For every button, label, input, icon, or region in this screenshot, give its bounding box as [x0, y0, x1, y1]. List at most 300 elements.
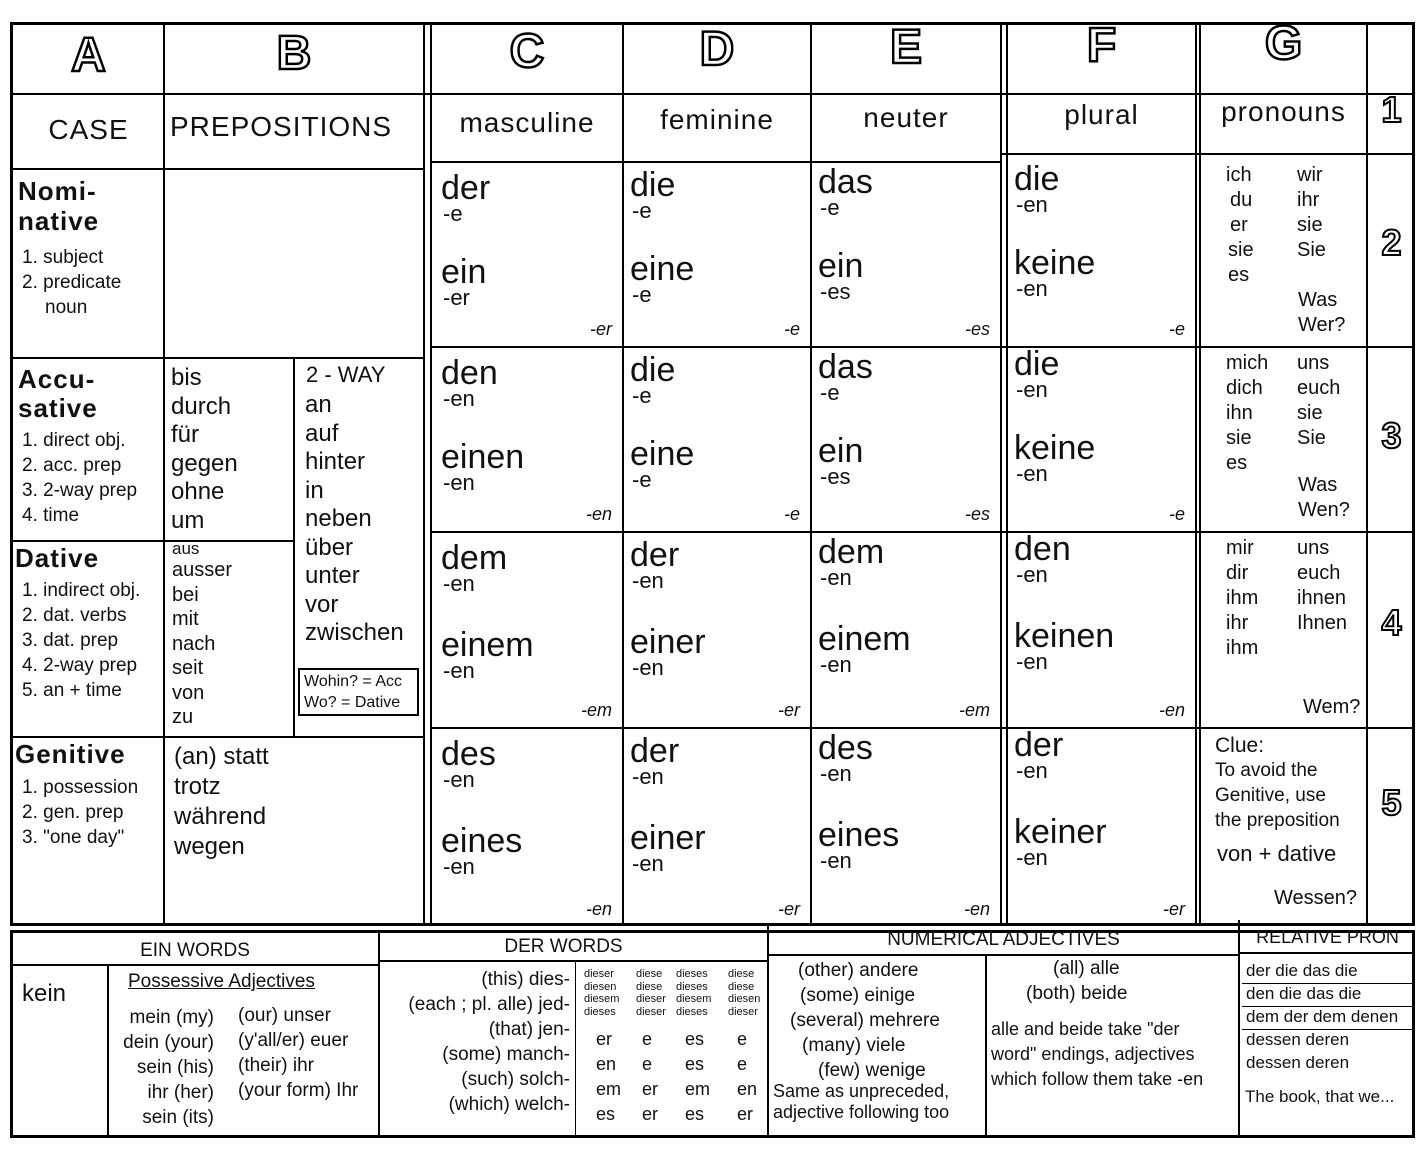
- definite-ending: -en: [1016, 758, 1048, 783]
- definite-article: den: [1014, 530, 1071, 568]
- dat-prep: ausser: [172, 559, 233, 581]
- gen-prep: trotz: [174, 773, 221, 800]
- definite-article: der: [630, 536, 680, 574]
- case-accusative-l2: sative: [18, 393, 98, 423]
- col-line: [1195, 22, 1197, 926]
- indefinite-article: ein: [441, 253, 487, 291]
- numerical-title: NUMERICAL ADJECTIVES: [887, 929, 1120, 950]
- definite-ending: -e: [820, 195, 840, 220]
- feminine-header: feminine: [660, 104, 774, 135]
- der-word-form: dieser: [728, 1005, 758, 1018]
- two-way-prep-list: [305, 391, 404, 648]
- possessive-title: Possessive Adjectives: [128, 971, 315, 992]
- nom-question: Was: [1298, 289, 1338, 311]
- pronoun: sie: [1226, 427, 1252, 449]
- definite-ending: -en: [443, 386, 475, 411]
- der-word: (each ; pl. alle) jed-: [408, 994, 570, 1015]
- definite-ending: -en: [443, 571, 475, 596]
- der-ending: er: [642, 1104, 659, 1124]
- relative-title: RELATIVE PRON: [1256, 927, 1399, 947]
- row-line: [432, 531, 1415, 533]
- acc-question: Was: [1298, 474, 1338, 496]
- col-line: [622, 22, 624, 926]
- pronoun: sie: [1297, 214, 1323, 236]
- col-line: [1006, 22, 1008, 926]
- dat-prep: mit: [172, 608, 199, 630]
- wohin-wo-note: [298, 668, 419, 716]
- indefinite-ending: -en: [1016, 845, 1048, 870]
- possessive: (y'all/er) euer: [238, 1030, 349, 1051]
- two-way-prep: hinter: [305, 448, 366, 475]
- acc-prep: gegen: [171, 449, 238, 477]
- row-line: [432, 727, 1415, 729]
- definite-article: des: [441, 735, 496, 773]
- numerical-note: alle and beide take "der: [991, 1019, 1180, 1039]
- adjective-ending: -en: [1158, 700, 1185, 720]
- definite-article: den: [441, 354, 498, 392]
- pronoun: ihn: [1226, 402, 1253, 424]
- definite-article: die: [1014, 160, 1060, 198]
- definite-article: die: [630, 166, 676, 204]
- pronoun: Sie: [1297, 239, 1326, 261]
- adjective-ending: -er: [778, 899, 800, 919]
- row-line: [1002, 153, 1415, 155]
- der-word-form: diese: [728, 980, 755, 993]
- indefinite-article: eines: [818, 816, 900, 854]
- nominative-use: 1. subject: [22, 247, 104, 268]
- numerical-adj: (few) wenige: [818, 1060, 926, 1081]
- der-words-title: DER WORDS: [504, 936, 623, 957]
- row-line: [10, 357, 425, 359]
- note-line: Wo? = Dative: [304, 694, 401, 711]
- nom-pronouns-left: [1226, 163, 1254, 288]
- acc-prep: durch: [171, 392, 232, 420]
- definite-ending: -e: [632, 383, 652, 408]
- indefinite-article: ein: [818, 432, 864, 470]
- adjective-ending: -er: [778, 700, 800, 720]
- clue-line: Genitive, use: [1215, 785, 1326, 806]
- definite-article: der: [1014, 726, 1064, 764]
- der-word-form: dieser: [636, 1005, 666, 1018]
- der-word-form: dieses: [584, 1005, 616, 1018]
- two-way-prep: auf: [305, 419, 339, 447]
- col-letter-g: G: [1264, 17, 1303, 70]
- adjective-ending: -e: [1168, 504, 1185, 524]
- pronoun: uns: [1297, 352, 1330, 374]
- row-line: [1239, 952, 1415, 954]
- indefinite-article: keiner: [1014, 813, 1107, 851]
- definite-article: die: [630, 351, 676, 389]
- case-nominative-l2: native: [18, 206, 100, 236]
- indefinite-article: einem: [818, 620, 911, 658]
- clue-line: To avoid the: [1215, 760, 1318, 781]
- der-word-form: diesen: [584, 980, 617, 993]
- definite-article: das: [818, 348, 873, 386]
- two-way-title: 2 - WAY: [306, 362, 386, 387]
- dative-use: 2. dat. verbs: [22, 605, 127, 626]
- numerical-adj: (several) mehrere: [790, 1010, 940, 1031]
- nominative-use: 2. predicate: [22, 272, 122, 293]
- gen-prep: wegen: [174, 833, 245, 860]
- definite-article: der: [630, 732, 680, 770]
- row-number-3: 3: [1381, 415, 1402, 456]
- indefinite-ending: -en: [1016, 649, 1048, 674]
- col-line: [293, 357, 295, 738]
- plural-header: plural: [1064, 99, 1139, 130]
- adjective-ending: -er: [590, 319, 612, 339]
- der-word-form: diesem: [676, 993, 712, 1005]
- indefinite-article: einem: [441, 626, 534, 664]
- dative-use: 5. an + time: [22, 680, 122, 701]
- col-letter-d: D: [699, 23, 735, 76]
- dative-use: 3. dat. prep: [22, 630, 119, 651]
- indefinite-ending: -en: [443, 658, 475, 683]
- indefinite-ending: -en: [1016, 461, 1048, 486]
- der-ending: er: [642, 1079, 659, 1099]
- row-number-5: 5: [1381, 782, 1402, 823]
- pronoun: ihnen: [1297, 587, 1346, 609]
- dative-use: 1. indirect obj.: [22, 580, 141, 601]
- indefinite-ending: -en: [632, 851, 664, 876]
- row-line: [10, 93, 1415, 95]
- possessive-right: [238, 1003, 358, 1103]
- dat-prep: zu: [172, 706, 194, 728]
- acc-pronouns-left: [1226, 351, 1268, 476]
- pronoun: ihm: [1226, 587, 1259, 609]
- dative-use: 4. 2-way prep: [22, 655, 138, 676]
- definite-ending: -en: [820, 565, 852, 590]
- pronoun: wir: [1297, 164, 1323, 186]
- numerical-note: adjective following too: [773, 1102, 950, 1122]
- der-words-list: [382, 967, 570, 1117]
- der-ending: es: [685, 1104, 705, 1124]
- pronoun: ihr: [1226, 612, 1249, 634]
- indefinite-article: eines: [441, 822, 523, 860]
- acc-prep-list: [171, 364, 238, 535]
- acc-prep: für: [171, 421, 200, 448]
- pronoun: Ihnen: [1297, 612, 1348, 634]
- case-dative: Dative: [15, 543, 100, 573]
- der-word-form: diese: [728, 968, 755, 980]
- col-line: [1199, 22, 1201, 926]
- dat-prep-list: [172, 540, 232, 730]
- possessive: (your form) Ihr: [238, 1080, 359, 1101]
- relative-row: den die das die: [1246, 984, 1362, 1003]
- genitive-use: 2. gen. prep: [22, 802, 124, 823]
- definite-article: dem: [441, 539, 508, 577]
- numerical-adj: (many) viele: [802, 1035, 906, 1056]
- kein-word: kein: [22, 980, 67, 1007]
- pronoun: dich: [1226, 377, 1263, 399]
- pronoun: sie: [1297, 402, 1323, 424]
- der-ending: en: [596, 1054, 617, 1074]
- numerical-adj: (all) alle: [1053, 958, 1120, 979]
- col-letter-b: B: [276, 27, 312, 80]
- possessive: sein (its): [142, 1107, 214, 1128]
- adjective-ending: -en: [963, 899, 990, 919]
- numerical-left: [790, 958, 940, 1083]
- col-letter-e: E: [889, 21, 922, 74]
- case-nominative-l1: Nomi-: [18, 176, 97, 206]
- indefinite-ending: -e: [632, 467, 652, 492]
- der-word-form: diesem: [584, 993, 620, 1005]
- definite-ending: -en: [632, 568, 664, 593]
- pronoun: Sie: [1297, 427, 1326, 449]
- acc-pronouns-right: [1297, 351, 1340, 451]
- case-genitive: Genitive: [15, 739, 126, 769]
- possessive: (their) ihr: [238, 1055, 315, 1076]
- possessive: sein (his): [136, 1057, 214, 1078]
- indefinite-ending: -e: [632, 282, 652, 307]
- indefinite-ending: -en: [820, 848, 852, 873]
- indefinite-ending: -es: [820, 464, 851, 489]
- der-word-form: dieses: [676, 1005, 708, 1018]
- adjective-ending: -en: [585, 504, 612, 524]
- case-accusative-l1: Accu-: [18, 364, 96, 394]
- definite-ending: -e: [632, 198, 652, 223]
- dat-prep: bei: [172, 583, 199, 606]
- pronoun: mich: [1226, 352, 1269, 374]
- pronoun: dir: [1226, 562, 1249, 584]
- col-letter-f: F: [1086, 19, 1117, 72]
- numerical-note: word" endings, adjectives: [991, 1044, 1195, 1064]
- indefinite-ending: -er: [443, 285, 470, 310]
- der-word-form: dieser: [584, 968, 614, 980]
- dat-prep: nach: [172, 632, 216, 655]
- dat-pronouns-right: [1297, 536, 1347, 636]
- acc-prep: bis: [171, 364, 202, 391]
- numerical-adj: (both) beide: [1026, 983, 1128, 1004]
- adjective-ending: -e: [1168, 319, 1185, 339]
- gen-prep-list: [174, 742, 269, 862]
- adjective-ending: -em: [581, 700, 612, 720]
- der-word: (such) solch-: [461, 1069, 570, 1090]
- nominative-use: noun: [45, 297, 88, 318]
- col-letter-c: C: [509, 25, 545, 78]
- acc-prep: um: [171, 506, 205, 534]
- der-word-form: dieser: [636, 993, 666, 1005]
- pronoun: euch: [1297, 377, 1341, 399]
- indefinite-article: eine: [630, 435, 695, 473]
- relative-example: The book, that we...: [1245, 1087, 1395, 1106]
- pronoun: ich: [1226, 164, 1252, 186]
- der-ending: en: [737, 1079, 758, 1099]
- case-header: CASE: [48, 114, 129, 145]
- row-line: [768, 954, 1239, 956]
- numerical-right-note: [991, 1017, 1203, 1092]
- dat-prep: von: [172, 681, 205, 704]
- indefinite-ending: -en: [443, 854, 475, 879]
- row-line: [432, 161, 1002, 163]
- pronoun: es: [1226, 452, 1248, 474]
- genitive-use: 1. possession: [22, 777, 139, 798]
- adjective-ending: -em: [959, 700, 990, 720]
- numerical-adj: (some) einige: [800, 985, 916, 1006]
- gen-prep: (an) statt: [174, 743, 269, 770]
- definite-ending: -en: [443, 767, 475, 792]
- indefinite-article: eine: [630, 250, 695, 288]
- gen-question: Wessen?: [1274, 887, 1358, 909]
- der-ending: e: [737, 1054, 748, 1074]
- dat-question: Wem?: [1303, 696, 1361, 718]
- pronoun: er: [1230, 214, 1248, 236]
- numerical-right: [1026, 956, 1127, 1006]
- indefinite-article: einen: [441, 438, 525, 476]
- der-word: (some) manch-: [442, 1044, 570, 1065]
- accusative-use: 3. 2-way prep: [22, 480, 138, 501]
- indefinite-article: keine: [1014, 429, 1096, 467]
- pronoun: du: [1230, 189, 1253, 211]
- masculine-header: masculine: [459, 107, 595, 138]
- indefinite-article: keinen: [1014, 617, 1115, 655]
- nom-question: Wer?: [1298, 314, 1346, 336]
- der-word-form: diesen: [728, 993, 761, 1005]
- der-ending: em: [685, 1079, 711, 1099]
- row-line: [379, 960, 768, 962]
- der-word-form: diese: [636, 968, 663, 980]
- der-ending: em: [596, 1079, 622, 1099]
- col-line: [575, 962, 576, 1138]
- gen-prep: während: [174, 803, 267, 830]
- ein-words-title: EIN WORDS: [140, 940, 250, 961]
- possessive-left: [122, 1005, 214, 1130]
- der-word: (that) jen-: [488, 1019, 570, 1040]
- row-number-1: 1: [1381, 89, 1402, 130]
- adjective-ending: -er: [1163, 899, 1185, 919]
- acc-prep: ohne: [171, 478, 225, 505]
- indefinite-ending: -en: [443, 470, 475, 495]
- der-word: (this) dies-: [481, 969, 570, 990]
- definite-ending: -en: [632, 764, 664, 789]
- indefinite-article: einer: [630, 819, 706, 857]
- definite-ending: -en: [1016, 192, 1048, 217]
- der-word: (which) welch-: [448, 1094, 570, 1115]
- col-line: [985, 955, 987, 1138]
- adjective-ending: -e: [783, 504, 800, 524]
- two-way-prep: vor: [305, 590, 339, 618]
- pronoun: es: [1228, 264, 1250, 286]
- indefinite-article: keine: [1014, 244, 1096, 282]
- row-number-4: 4: [1381, 602, 1402, 643]
- row-line: [432, 346, 1415, 348]
- row-number-2: 2: [1381, 222, 1402, 263]
- relative-row: dessen deren: [1246, 1053, 1350, 1072]
- accusative-use: 1. direct obj.: [22, 430, 126, 451]
- definite-article: des: [818, 729, 873, 767]
- adjective-ending: -en: [585, 899, 612, 919]
- adjective-ending: -es: [964, 319, 990, 339]
- relative-row: der die das die: [1246, 961, 1358, 980]
- adjective-ending: -e: [783, 319, 800, 339]
- col-line: [767, 926, 769, 1138]
- der-word-form: dieses: [676, 968, 708, 980]
- der-ending: e: [737, 1029, 748, 1049]
- indefinite-ending: -es: [820, 279, 851, 304]
- indefinite-article: ein: [818, 247, 864, 285]
- col-line: [423, 22, 425, 926]
- der-ending: er: [737, 1104, 754, 1124]
- possessive: ihr (her): [147, 1082, 214, 1103]
- two-way-prep: zwischen: [305, 619, 404, 646]
- definite-ending: -en: [820, 761, 852, 786]
- col-line: [430, 22, 432, 926]
- two-way-prep: an: [305, 391, 332, 418]
- der-word-form: diese: [636, 980, 663, 993]
- der-ending: e: [642, 1054, 653, 1074]
- der-ending: e: [642, 1029, 653, 1049]
- two-way-prep: über: [305, 533, 354, 561]
- pronouns-header: pronouns: [1221, 96, 1346, 127]
- clue-line: Clue:: [1215, 734, 1265, 757]
- der-ending: er: [596, 1029, 613, 1049]
- definite-article: dem: [818, 533, 885, 571]
- pronoun: ihm: [1226, 637, 1259, 659]
- neuter-header: neuter: [863, 102, 949, 133]
- possessive: (our) unser: [238, 1005, 331, 1026]
- definite-article: der: [441, 169, 491, 207]
- definite-ending: -en: [1016, 562, 1048, 587]
- numerical-note: Same as unpreceded,: [773, 1081, 950, 1101]
- row-line: [10, 964, 379, 966]
- definite-article: das: [818, 163, 873, 201]
- nom-pronouns-right: [1297, 163, 1326, 263]
- col-line: [107, 965, 109, 1138]
- indefinite-ending: -en: [820, 652, 852, 677]
- definite-article: die: [1014, 345, 1060, 383]
- acc-question: Wen?: [1298, 499, 1350, 521]
- col-letter-a: A: [71, 29, 106, 82]
- row-line: [10, 168, 425, 170]
- row-line: [10, 540, 293, 542]
- der-word-form: dieses: [676, 980, 708, 993]
- dat-prep: seit: [172, 657, 204, 679]
- numerical-note: which follow them take -en: [991, 1069, 1204, 1089]
- col-line: [1000, 22, 1002, 926]
- clue-line: the preposition: [1215, 810, 1340, 831]
- numerical-adj: (other) andere: [798, 960, 919, 981]
- genitive-clue: [1215, 733, 1340, 833]
- pronoun: uns: [1297, 537, 1330, 559]
- der-ending: es: [685, 1029, 705, 1049]
- clue-highlight: von + dative: [1217, 841, 1337, 866]
- pronoun: ihr: [1297, 189, 1320, 211]
- definite-ending: -e: [443, 201, 463, 226]
- row-line: [10, 736, 425, 738]
- col-line: [163, 22, 165, 926]
- dat-pronouns-left: [1226, 536, 1258, 661]
- der-ending: es: [596, 1104, 616, 1124]
- relative-row: dem der dem denen: [1246, 1007, 1399, 1026]
- accusative-use: 4. time: [22, 505, 80, 526]
- definite-ending: -en: [1016, 377, 1048, 402]
- accusative-use: 2. acc. prep: [22, 455, 122, 476]
- two-way-prep: unter: [305, 562, 360, 589]
- two-way-prep: neben: [305, 505, 372, 532]
- genitive-use: 3. "one day": [22, 827, 125, 848]
- dat-prep: aus: [172, 539, 200, 558]
- note-line: Wohin? = Acc: [304, 673, 402, 690]
- col-line: [810, 22, 812, 926]
- indefinite-article: einer: [630, 623, 706, 661]
- prepositions-header: PREPOSITIONS: [170, 111, 393, 142]
- pronoun: mir: [1226, 537, 1254, 559]
- relative-row: dessen deren: [1246, 1030, 1350, 1049]
- pronoun: sie: [1228, 239, 1254, 261]
- definite-ending: -e: [820, 380, 840, 405]
- possessive: mein (my): [129, 1007, 214, 1028]
- adjective-ending: -es: [964, 504, 990, 524]
- der-ending: es: [685, 1054, 705, 1074]
